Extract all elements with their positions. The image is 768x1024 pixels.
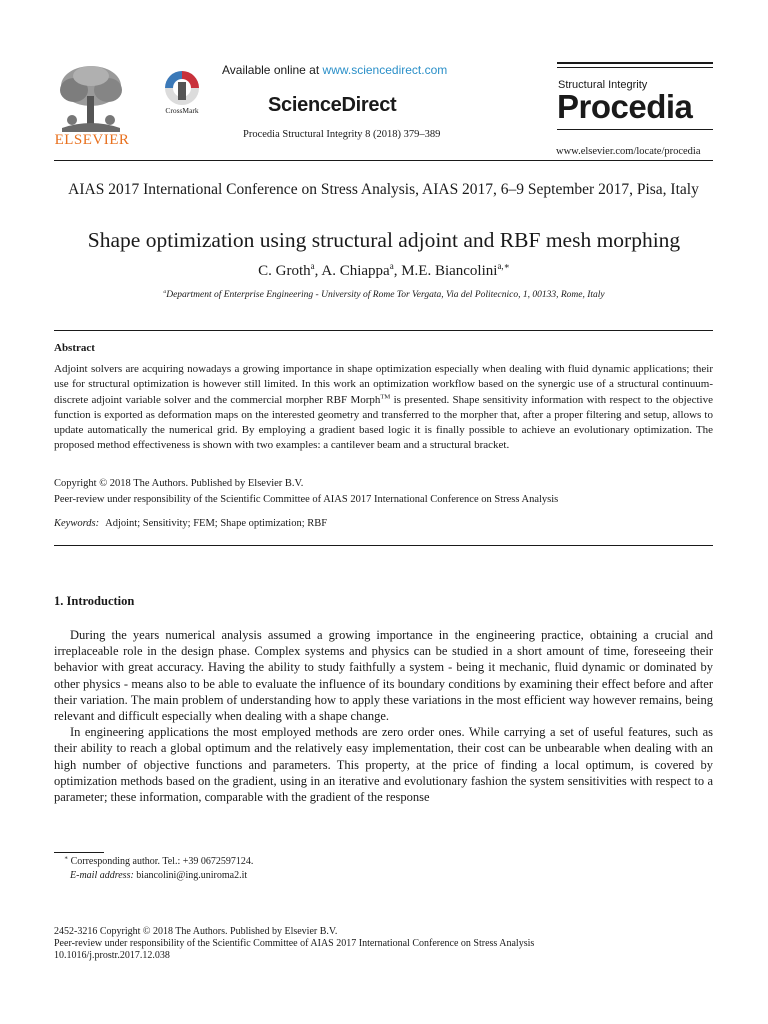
procedia-subtitle: Structural Integrity — [558, 79, 648, 91]
email-line — [70, 870, 247, 881]
available-online — [222, 63, 447, 77]
procedia-rule-bottom — [557, 129, 713, 130]
copyright-line: Copyright © 2018 The Authors. Published by Elsevier B.V. — [54, 478, 304, 489]
author-name: M.E. Biancolini — [401, 263, 498, 279]
author-affiliation-mark: a,∗ — [497, 261, 510, 271]
sciencedirect-brand: ScienceDirect — [268, 94, 397, 116]
corresponding-author — [64, 856, 253, 867]
author-affiliation-mark: a — [389, 261, 394, 271]
author-name: C. Groth — [258, 263, 311, 279]
sciencedirect-link[interactable]: www.sciencedirect.com — [322, 63, 448, 77]
conference-line: AIAS 2017 International Conference on Stress Analysis, AIAS 2017, 6–9 September 2017, Pisa, Italy — [68, 181, 699, 198]
corresponding-author-text: Corresponding author. Tel.: +39 0672597124. — [70, 856, 254, 867]
procedia-title: Procedia — [557, 88, 693, 125]
footnote-rule — [54, 852, 104, 853]
keywords-text: Adjoint; Sensitivity; FEM; Shape optimization; RBF — [105, 518, 328, 529]
keywords-label: Keywords: — [54, 518, 100, 529]
section-heading: 1. Introduction — [54, 594, 135, 608]
procedia-rule-top-thin — [557, 67, 713, 68]
header-divider — [54, 160, 713, 161]
issn-copyright: 2452-3216 Copyright © 2018 The Authors. Published by Elsevier B.V. — [54, 926, 338, 937]
affiliation-text: Department of Enterprise Engineering - University of Rome Tor Vergata, Via del Politecnico, 1, 00133, Rome, Italy — [166, 290, 605, 300]
abstract-heading: Abstract — [54, 342, 95, 354]
author-affiliation-mark: a — [310, 261, 315, 271]
affiliation-mark: a — [163, 288, 167, 295]
keywords — [54, 518, 327, 529]
body-text — [54, 627, 713, 805]
abstract-text — [54, 362, 713, 454]
body-paragraph: During the years numerical analysis assumed a growing importance in the engineering practice, obtaining a crucial and irreplaceable role in the design phase. Complex systems and physics can be studied in a short amount of time, foreseeing their behavior with great accuracy. Having the ability to study faithfully a system - being it mechanic, fluid dynamic or dominated by other physics - means also to be able to evaluate the influence of its boundary conditions by examining their effect before and after their variation. The main problem of understanding how to apply these variations in the most efficient way however remains, being relevant and difficult especially when dealing with a shape change. — [54, 628, 713, 724]
email-address[interactable]: biancolini@ing.uniroma2.it — [136, 870, 248, 881]
footer-peer-review: Peer-review under responsibility of the Scientific Committee of AIAS 2017 International Conference on Stress Analysis — [54, 938, 535, 949]
procedia-rule-top — [557, 62, 713, 64]
doi[interactable]: 10.1016/j.prostr.2017.12.038 — [54, 950, 170, 961]
footnote-mark: ∗ — [64, 855, 69, 862]
journal-citation: Procedia Structural Integrity 8 (2018) 379–389 — [243, 129, 441, 140]
elsevier-wordmark: ELSEVIER — [54, 132, 130, 148]
elsevier-url[interactable]: www.elsevier.com/locate/procedia — [556, 146, 701, 157]
trademark-mark: TM — [380, 392, 391, 400]
paper-title: Shape optimization using structural adjoint and RBF mesh morphing — [87, 228, 681, 252]
author-separator: , — [314, 263, 322, 279]
peer-review-line: Peer-review under responsibility of the Scientific Committee of AIAS 2017 International Conference on Stress Analysis — [54, 494, 559, 505]
author-name: A. Chiappa — [321, 263, 390, 279]
abstract-text-part1: Adjoint solvers are acquiring nowadays a growing importance in shape optimization especially when dealing with fluid dynamic applications; their use for structural optimization is however still limited. In this work an optimization workflow based on the synergic use of a structural continuum-discrete adjoint variable solver and the commercial morpher RBF Morph — [54, 363, 713, 406]
abstract-text-part2: is presented. Shape sensitivity information with respect to the objective function is exported as deformation maps on the interested geometry and transferred to the morpher that, after a proper filtering and setup, allows to update automatically the numerical grid. By employing a gradient based logic it is finally possible to achieve an evolutionary optimization. The proposed method effectiveness is shown with two examples: a cantilever beam and a structural bracket. — [54, 393, 713, 452]
crossmark-label: CrossMark — [165, 106, 199, 115]
available-online-prefix: Available online at — [222, 63, 323, 77]
author-list — [0, 263, 768, 280]
abstract-rule-bottom — [54, 545, 713, 546]
body-paragraph: In engineering applications the most employed methods are zero order ones. While carrying a set of useful features, such as their ability to reach a global optimum and the relatively easy implementation, their cost can be unbearable when dealing with an high number of objective functions and parameters. This property, at the price of finding a local optimum, is covered by optimization methods based on the gradient, using in an iterative and evolutionary fashion the system sensitivities with respect to a parameter; these information, comparable with the gradient of the response — [54, 725, 713, 805]
email-label: E-mail address: — [70, 870, 134, 881]
abstract-rule-top — [54, 330, 713, 331]
affiliation — [0, 290, 768, 300]
author-separator: , — [393, 263, 402, 279]
